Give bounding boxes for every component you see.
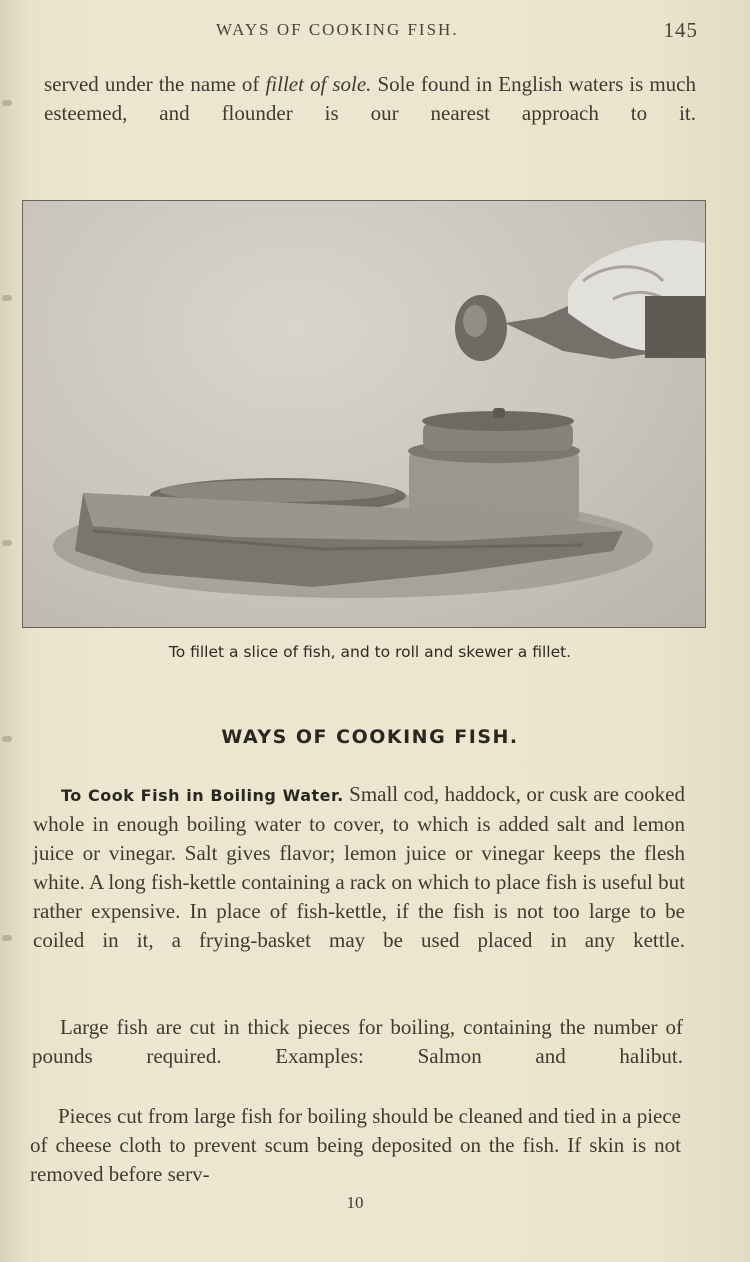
intro-text-1: served under the name of <box>44 72 266 96</box>
running-head <box>40 18 700 48</box>
page-edge-mark <box>2 736 12 742</box>
intro-text-2: Sole found in English waters is much esteemed, and flounder is our nearest approach to it. <box>44 72 696 125</box>
running-title: WAYS OF COOKING FISH. <box>216 20 459 39</box>
page-edge-mark <box>2 540 12 546</box>
figure-caption: To fillet a slice of fish, and to roll and skewer a fillet. <box>168 643 572 661</box>
intro-paragraph <box>44 70 696 128</box>
illustration-photo <box>22 200 706 628</box>
intro-italic: fillet of sole. <box>265 72 372 96</box>
run-in-heading: To Cook Fish in Boiling Water. <box>61 786 344 805</box>
fish-illustration <box>23 201 705 627</box>
section-heading: WAYS OF COOKING FISH. <box>221 726 519 748</box>
paragraph-pieces: Pieces cut from large fish for boiling should be cleaned and tied in a piece of cheese cloth to prevent scum being deposited on the fish. If skin is not removed before serv- <box>30 1104 681 1186</box>
page-edge-mark <box>2 295 12 301</box>
page-edge-mark <box>2 100 12 106</box>
page-edge-mark <box>2 935 12 941</box>
signature-mark: 10 <box>346 1193 364 1212</box>
paragraph-boiling-water <box>33 780 685 955</box>
paragraph-large-fish: Large fish are cut in thick pieces for boiling, containing the number of pounds required. Examples: Salmon and halibut. <box>32 1015 683 1068</box>
paragraph-boiling-water-body: Small cod, haddock, or cusk are cooked whole in enough boiling water to cover, to which is added salt and lemon juice or vinegar. Salt gives flavor; lemon juice or vinegar keeps the flesh white. A long fish-kettle containing a rack on which to place fish is useful but rather expensive. In place of fish-kettle, if the fish is not too large to be coiled in it, a frying-basket may be used placed in any kettle. <box>33 782 686 952</box>
page-number: 145 <box>663 18 698 42</box>
